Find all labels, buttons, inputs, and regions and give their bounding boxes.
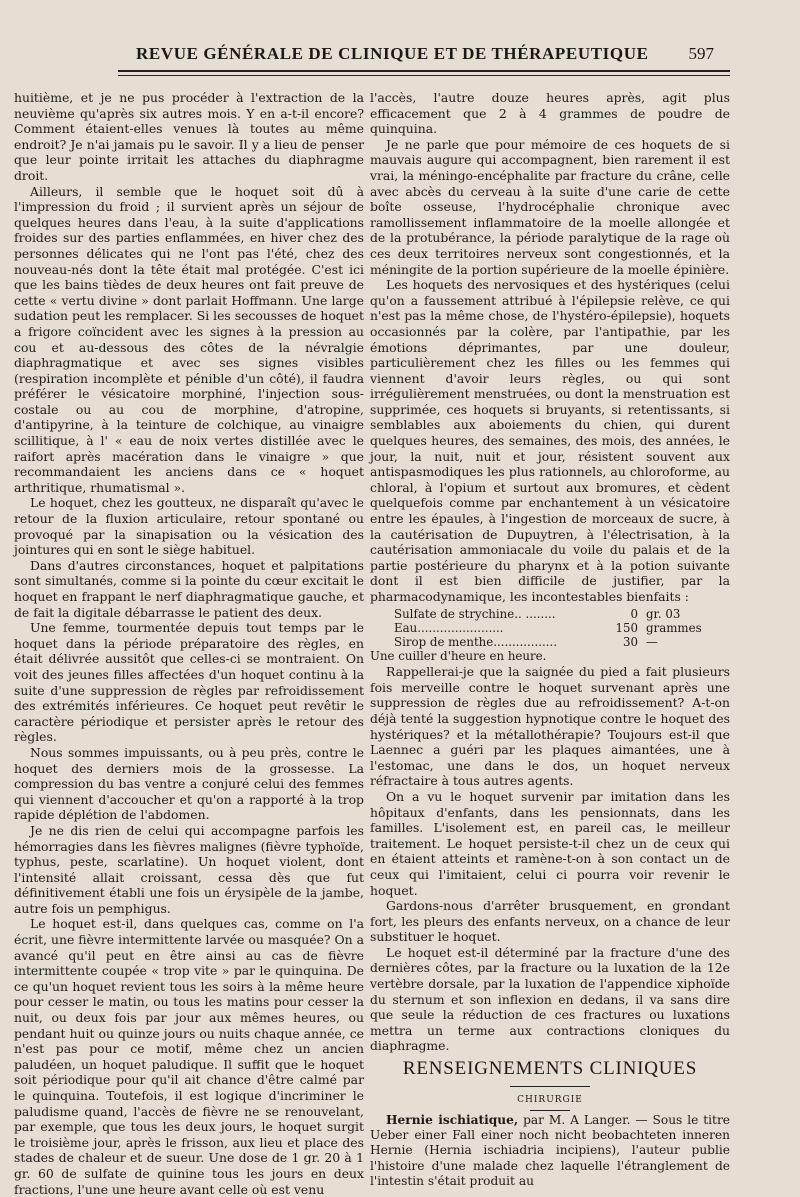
entry-text: par M. A Langer. — Sous le titre Ueber einer Fall einer noch nicht beobachteten inneren Hernie (Hernia ischiadria incipiens), l'auteur publie l'histoire d'une malade chez laquelle l'étranglement de l'intestin s'était produit au — [370, 1112, 730, 1189]
formula-note: Une cuiller d'heure en heure. — [370, 648, 547, 663]
header-rule — [118, 70, 730, 72]
paragraph: Je ne dis rien de celui qui accompagne parfois les hémorragies dans les fièvres malignes (fièvre typhoïde, typhus, peste, scarlatine). Un hoquet violent, dont l'intensité allait croissant, cessa dès que fut définitivement établi une fois un érysipèle de la jambe, autre fois un pemphigus. — [14, 822, 364, 916]
right-column — [370, 90, 730, 1190]
ingredient-unit: — — [646, 634, 658, 649]
section-title: RENSEIGNEMENTS CLINIQUES — [402, 1058, 698, 1080]
paragraph: Gardons-nous d'arrêter brusquement, en grondant fort, les pleurs des enfants nerveux, on a chance de leur substituer le hoquet. — [370, 898, 730, 945]
paragraph: Le hoquet est-il déterminé par la fracture d'une des dernières côtes, par la fracture ou la luxation de la 12e vertèbre dorsale, par la luxation de l'appendice xiphoïde du sternum et son inflexion en dedans, il va sans dire que seule la réduction de ces fractures ou luxations mettra un terme aux contractions cloniques du diaphragme. — [370, 944, 730, 1054]
formula-row — [394, 607, 694, 621]
prescription-formula — [394, 606, 702, 649]
journal-title: REVUE GÉNÉRALE DE CLINIQUE ET DE THÉRAPEUTIQUE — [136, 44, 649, 63]
paragraph: Ailleurs, il semble que le hoquet soit dû à l'impression du froid ; il survient après un séjour de quelques heures dans l'eau, à la suite d'applications froides sur des parties enflammées, en hiver chez des personnes délicates qui ne l'ont pas l'été, chez des nouveau-nés dont la tête était mal protégée. C'est ici que les bains tièdes de deux heures ont fait preuve de cette « vertu divine » dont parlait Hoffmann. Une large sudation peut les remplacer. Si les secousses de hoquet a frigore coïncident avec les signes à la pression au cou et au-dessous des côtes de la névralgie diaphragmatique et avec ses signes visibles (respiration incomplète et pénible d'un côté), il faudra préférer le vésicatoire morphiné, l'injection sous-costale ou au cou de morphine, d'atropine, d'antipyrine, à la teinture de colchique, au vinaigre scillitique, à l' « eau de noix vertes distillée avec le raifort après macération dans le vinaigre » que recommandaient les anciens dans ce « hoquet arthritique, rhumatismal ». — [14, 183, 364, 495]
ingredient-quantity: 150 — [615, 620, 638, 635]
paragraph: On a vu le hoquet survenir par imitation dans les hôpitaux d'enfants, dans les pensionnats, dans les familles. L'isolement est, en pareil cas, le meilleur traitement. Le hoquet persiste-t-il chez un de ceux qui en étaient atteints et ramène-t-on à son contact un de ceux qui l'imitaient, celui ci pourra voir revenir le hoquet. — [370, 788, 730, 898]
section-rule — [510, 1086, 590, 1087]
paragraph: Le hoquet est-il, dans quelques cas, comme on l'a écrit, une fièvre intermittente larvée ou masquée? On a avancé qu'il peut en être ainsi au cas de fièvre intermittente coupée « trop vite » par le quinquina. De ce qu'un hoquet revient tous les soirs à la même heure pour cesser le matin, ou tous les matins pour cesser la nuit, ou deux fois par jour aux mêmes heures, ou pendant huit ou quinze jours ou nuits chaque année, ce n'est pas pour ce motif, même chez un ancien paludéen, un hoquet paludique. Il suffit que le hoquet soit périodique pour qu'il ait chance d'être calmé par le quinquina. Toutefois, il est logique d'incriminer le paludisme quand, l'accès de fièvre ne se renouvelant, par exemple, que tous les deux jours, le hoquet surgit le troisième jour, après le frisson, aux lieu et place des stades de chaleur et de sueur. Une dose de 1 gr. 20 à 1 gr. 60 de sulfate de quinine tous les jours en deux fractions, l'une une heure avant celle où est venu — [14, 916, 364, 1197]
paragraph: Rappellerai-je que la saignée du pied a fait plusieurs fois merveille contre le hoquet survenant après une suppression de règles due au refroidissement? A-t-on déjà tenté la suggestion hypnotique contre le hoquet des hystériques? et la métallothérapie? Toujours est-il que Laennec a guéri par les plaques aimantées, une à l'estomac, une dans le dos, un hoquet nerveux réfractaire à tous autres agents. — [370, 664, 730, 789]
running-header — [118, 44, 718, 70]
paragraph: Les hoquets des nervosiques et des hystériques (celui qu'on a faussement attribué à l'épilepsie relève, ce qui n'est pas la même chose, de l'hystéro-épilepsie), hoquets occasionnés par la colère, par l'antipathie, par les émotions déprimantes, par une douleur, particulièrement chez les filles ou les femmes qui viennent d'avoir leurs règles, ou qui sont irrégulièrement menstruées, ou dont la menstruation est supprimée, ces hoquets si bruyants, si retentissants, si semblables aux aboiements du chien, qui durent quelques heures, des semaines, des mois, des années, le jour, la nuit, nuit et jour, résistent souvent aux antispasmodiques les plus rationnels, au chloroforme, au chloral, à l'opium et surtout aux bromures, et cèdent quelquefois comme par enchantement à un vésicatoire entre les épaules, à l'ingestion de morceaux de sucre, à la cautérisation de Dupuytren, à l'électrisation, à la cautérisation ammoniacale du voile du palais et de la partie postérieure du pharynx et à la potion suivante dont il est bien difficile de justifier, par la pharmacodynamique, les incontestables bienfaits : — [370, 277, 730, 604]
header-rule-thin — [118, 75, 730, 76]
section-subrule — [530, 1110, 570, 1111]
ingredient-name: Sirop de menthe................. — [394, 634, 558, 649]
formula-row — [394, 620, 702, 635]
formula-row — [394, 635, 694, 649]
clinical-entry — [370, 1113, 730, 1190]
entry-heading: Hernie ischiatique, — [386, 1112, 519, 1127]
paragraph: Dans d'autres circonstances, hoquet et palpitations sont simultanés, comme si la pointe du cœur excitait le hoquet en frappant le nerf diaphragmatique gauche, et de fait la digitale débarrasse le patient des deux. — [14, 557, 364, 620]
paragraph: huitième, et je ne pus procéder à l'extraction de la neuvième qu'après six autres mois. Y en a-t-il encore? Comment étaient-elles venues là toutes au même endroit? Je n'ai jamais pu le savoir. Il y a lieu de penser que leur pointe irritait les attaches du diaphragme droit. — [14, 90, 364, 183]
paragraph: Le hoquet, chez les goutteux, ne disparaît qu'avec le retour de la fluxion articulaire, retour spontané ou provoqué par la sinapisation ou la vésication des jointures qui en sont le siège habituel. — [14, 495, 364, 558]
paragraph: Je ne parle que pour mémoire de ces hoquets de si mauvais augure qui accompagnent, bien rarement il est vrai, la méningo-encéphalite par fracture du crâne, celle avec abcès du cerveau à la suite d'une carie de cette boîte osseuse, l'hydrocéphalie chronique avec ramollissement inflammatoire de la moelle allongée et de la protubérance, la période paralytique de la rage où ces deux territoires nerveux sont congestionnés, et la méningite de la portion supérieure de la moelle épinière. — [370, 136, 730, 277]
ingredient-unit: grammes — [646, 620, 702, 635]
paragraph: Nous sommes impuissants, ou à peu près, contre le hoquet des derniers mois de la grossesse. La compression du bas ventre a conjuré celui des femmes qui viennent d'accoucher et qu'on a rapporté à la trop rapide déplétion de l'abdomen. — [14, 744, 364, 823]
ingredient-unit: gr. 03 — [646, 606, 681, 621]
ingredient-quantity: 0 — [630, 606, 638, 621]
section-subtitle: CHIRURGIE — [517, 1095, 583, 1106]
ingredient-quantity: 30 — [622, 634, 638, 649]
page-number: 597 — [688, 44, 714, 63]
paragraph: Une femme, tourmentée depuis tout temps par le hoquet dans la période préparatoire des règles, en était délivrée aussitôt que celles-ci se montraient. On voit des jeunes filles affectées d'un hoquet continu à la suite d'une suppression de règles par refroidissement des extrémités inférieures. Ce hoquet peut revêtir le caractère périodique et persister après le retour des règles. — [14, 620, 364, 745]
ingredient-name: Sulfate de strychine.. ........ — [394, 606, 556, 621]
left-column — [14, 90, 364, 1197]
ingredient-name: Eau....................... — [394, 620, 504, 635]
paragraph: l'accès, l'autre douze heures après, agit plus efficacement que 2 à 4 grammes de poudre de quinquina. — [370, 90, 730, 137]
